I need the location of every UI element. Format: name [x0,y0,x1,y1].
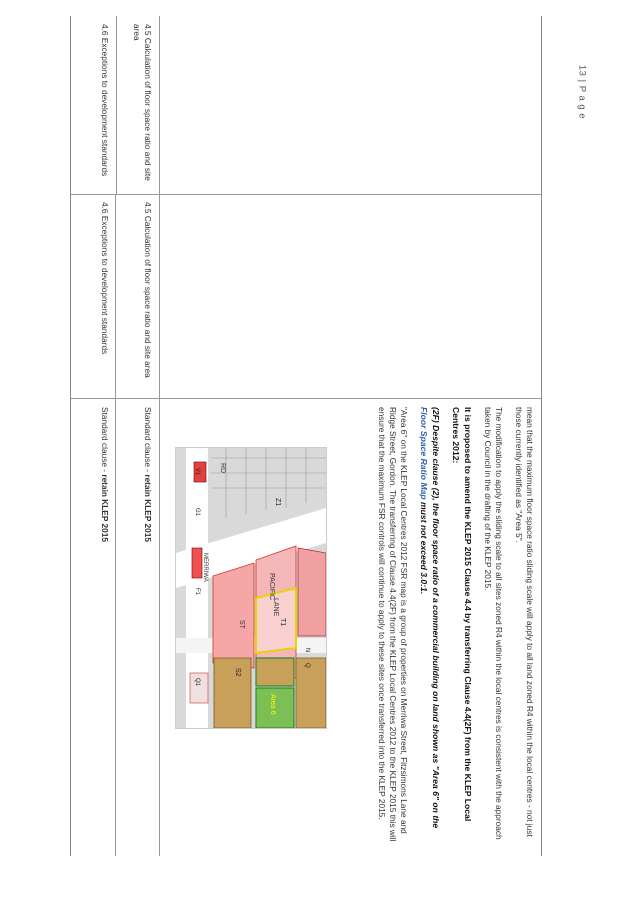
row1-klep2012-clause: 4.5 Calculation of floor space ratio and site area [132,24,153,181]
fsr-map-image [175,447,327,729]
row1-klep2015-clause: 4.5 Calculation of floor space ratio and site area [143,202,153,378]
row1-action: Standard clause - retain KLEP 2015 [143,407,153,542]
amendment-table [70,16,542,856]
map-label-q: Q [304,663,310,668]
rotated-page [72,16,542,856]
map-label-t1: T1 [279,618,286,627]
row2-klep2015-clause: 4.6 Exceptions to development standards [100,202,110,355]
upper-row-content [167,407,535,847]
map-label-rd: RD [219,463,226,474]
map-label-merriwa: MERRIWA [202,553,208,582]
continued-text: mean that the maximum floor space ratio sliding scale will apply to all land zoned R4 within the local centres - not just those currently identified as "Area 5". [514,407,535,837]
map-label-lane: LANE [272,598,279,617]
map-graphic [176,448,326,728]
page-number: 13 | P a g e [576,64,588,120]
table-divider [115,194,116,856]
clause-2f-text: (2F) Despite clause (2), the floor space ratio of a commercial building on land shown as "Area 6" on the Floor Space Ratio Map must not exceed 3.0:1. [419,407,441,829]
map-label-area6: Area 6 [269,694,276,715]
floor-space-ratio-map-link[interactable]: Floor Space Ratio Map [419,407,430,500]
table-divider [71,194,541,195]
map-label-f1: F1 [194,588,200,596]
proposal-text: It is proposed to amend the KLEP 2015 Clause 4.4 by transferring Clause 4.4(2F) from the KLEP Local Centres 2012: [451,407,473,822]
table-divider [116,16,117,194]
table-divider [71,398,541,399]
modification-text: The modification to apply the sliding scale to all sites zoned R4 within the local centres is consistent with the approach taken by Council in the drafting of the KLEP 2015. [483,407,504,840]
row2-klep2012-clause: 4.6 Exceptions to development standards [100,24,110,177]
map-label-st: ST [238,620,245,629]
table-divider [159,16,160,856]
map-label-q1: Q1 [194,678,200,687]
map-label-z1: Z1 [274,498,281,507]
map-label-v1: V1 [194,468,200,476]
map-label-pacific: PACIFIC [268,573,275,601]
map-label-n: N [304,648,310,653]
map-label-s2: S2 [234,668,241,677]
map-label-g1: G1 [194,508,200,517]
area6-text: "Area 6" on the KLEP Local Centres 2012 FSR map is a group of properties on Merriwa Street, Fitzsimons Lane and Ridge Street, Gordon. The transferring of Clause 4.4(2F) from the KLEP Local Centres 2012 to the KLEP 2015 this will ensure that the maximum FSR controls will continue to apply to these sites once transferred into the KLEP 2015. [377,407,409,842]
row2-action: Standard clause - retain KLEP 2015 [100,407,110,542]
